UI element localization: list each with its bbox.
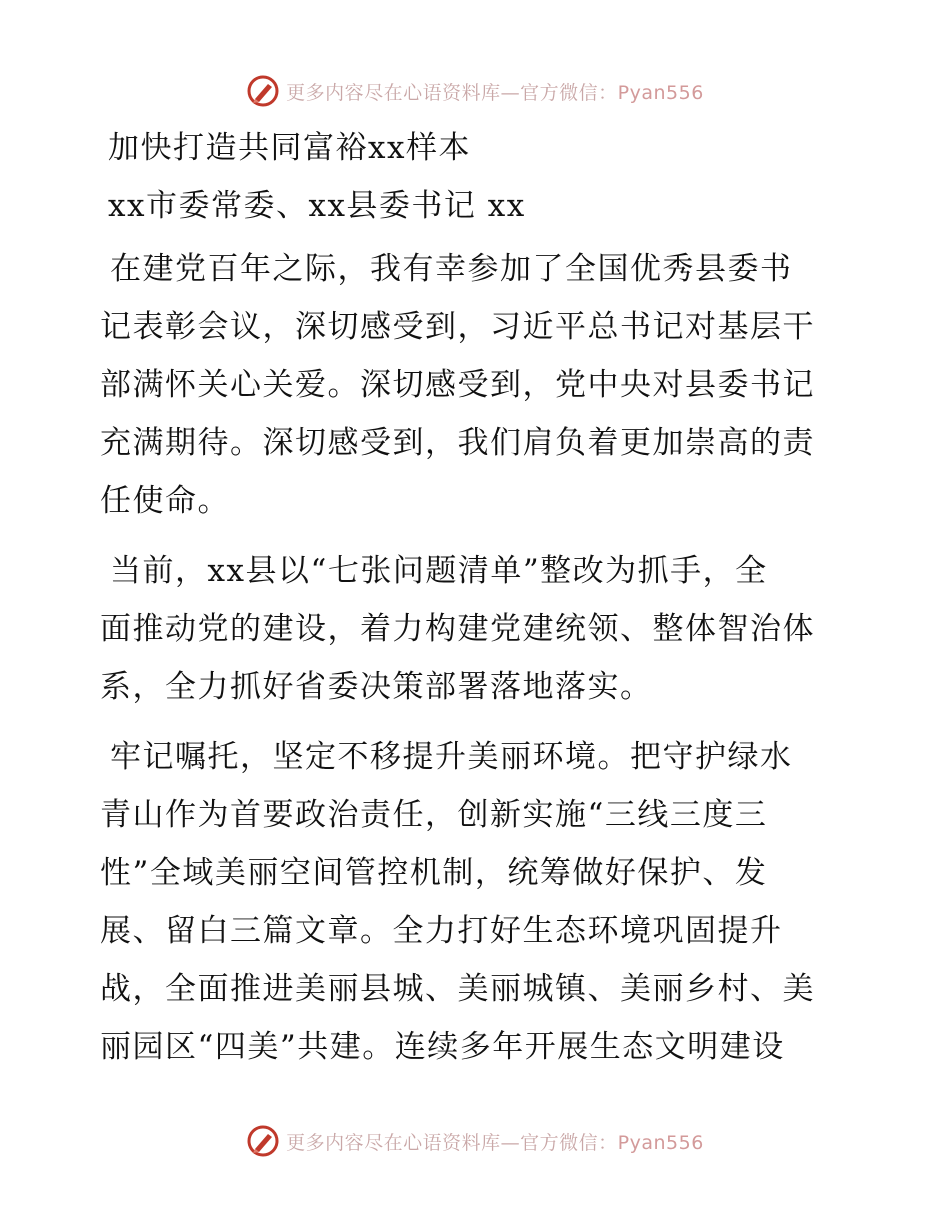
paragraph-line: 面推动党的建设，着力构建党建统领、整体智治体 bbox=[100, 611, 815, 647]
paragraph-line: 青山作为首要政治责任，创新实施“三线三度三 bbox=[100, 797, 768, 833]
header-watermark bbox=[0, 71, 950, 111]
pen-logo-icon bbox=[246, 1124, 280, 1158]
document-author: xx市委常委、xx县委书记 xx bbox=[108, 188, 526, 224]
watermark-wechat-id: Pyan556 bbox=[617, 1131, 704, 1154]
paragraph-1 bbox=[100, 240, 860, 530]
paragraph-line: 记表彰会议，深切感受到，习近平总书记对基层干 bbox=[100, 309, 815, 345]
paragraph-3 bbox=[100, 728, 860, 1076]
paragraph-line: 展、留白三篇文章。全力打好生态环境巩固提升 bbox=[100, 913, 783, 949]
watermark-wechat-id: Pyan556 bbox=[617, 81, 704, 104]
paragraph-line: 性”全域美丽空间管控机制，统筹做好保护、发 bbox=[100, 855, 768, 891]
paragraph-2 bbox=[100, 542, 860, 716]
watermark-text: 更多内容尽在心语资料库—官方微信：Pyan556 bbox=[286, 1131, 704, 1154]
watermark-text: 更多内容尽在心语资料库—官方微信：Pyan556 bbox=[286, 81, 704, 104]
paragraph-line: 战，全面推进美丽县城、美丽城镇、美丽乡村、美 bbox=[100, 971, 815, 1007]
paragraph-line: 在建党百年之际，我有幸参加了全国优秀县委书 bbox=[110, 251, 793, 287]
paragraph-line: 任使命。 bbox=[100, 483, 230, 519]
paragraph-line: 牢记嘱托，坚定不移提升美丽环境。把守护绿水 bbox=[110, 739, 793, 775]
paragraph-line: 系，全力抓好省委决策部署落地落实。 bbox=[100, 669, 653, 705]
document-title: 加快打造共同富裕xx样本 bbox=[108, 130, 471, 166]
footer-watermark bbox=[0, 1121, 950, 1161]
paragraph-line: 充满期待。深切感受到，我们肩负着更加崇高的责 bbox=[100, 425, 815, 461]
document-body bbox=[100, 124, 860, 1088]
paragraph-line: 部满怀关心关爱。深切感受到，党中央对县委书记 bbox=[100, 367, 815, 403]
paragraph-line: 当前，xx县以“七张问题清单”整改为抓手，全 bbox=[110, 553, 768, 589]
pen-logo-icon bbox=[246, 74, 280, 108]
paragraph-line: 丽园区“四美”共建。连续多年开展生态文明建设 bbox=[100, 1029, 785, 1065]
